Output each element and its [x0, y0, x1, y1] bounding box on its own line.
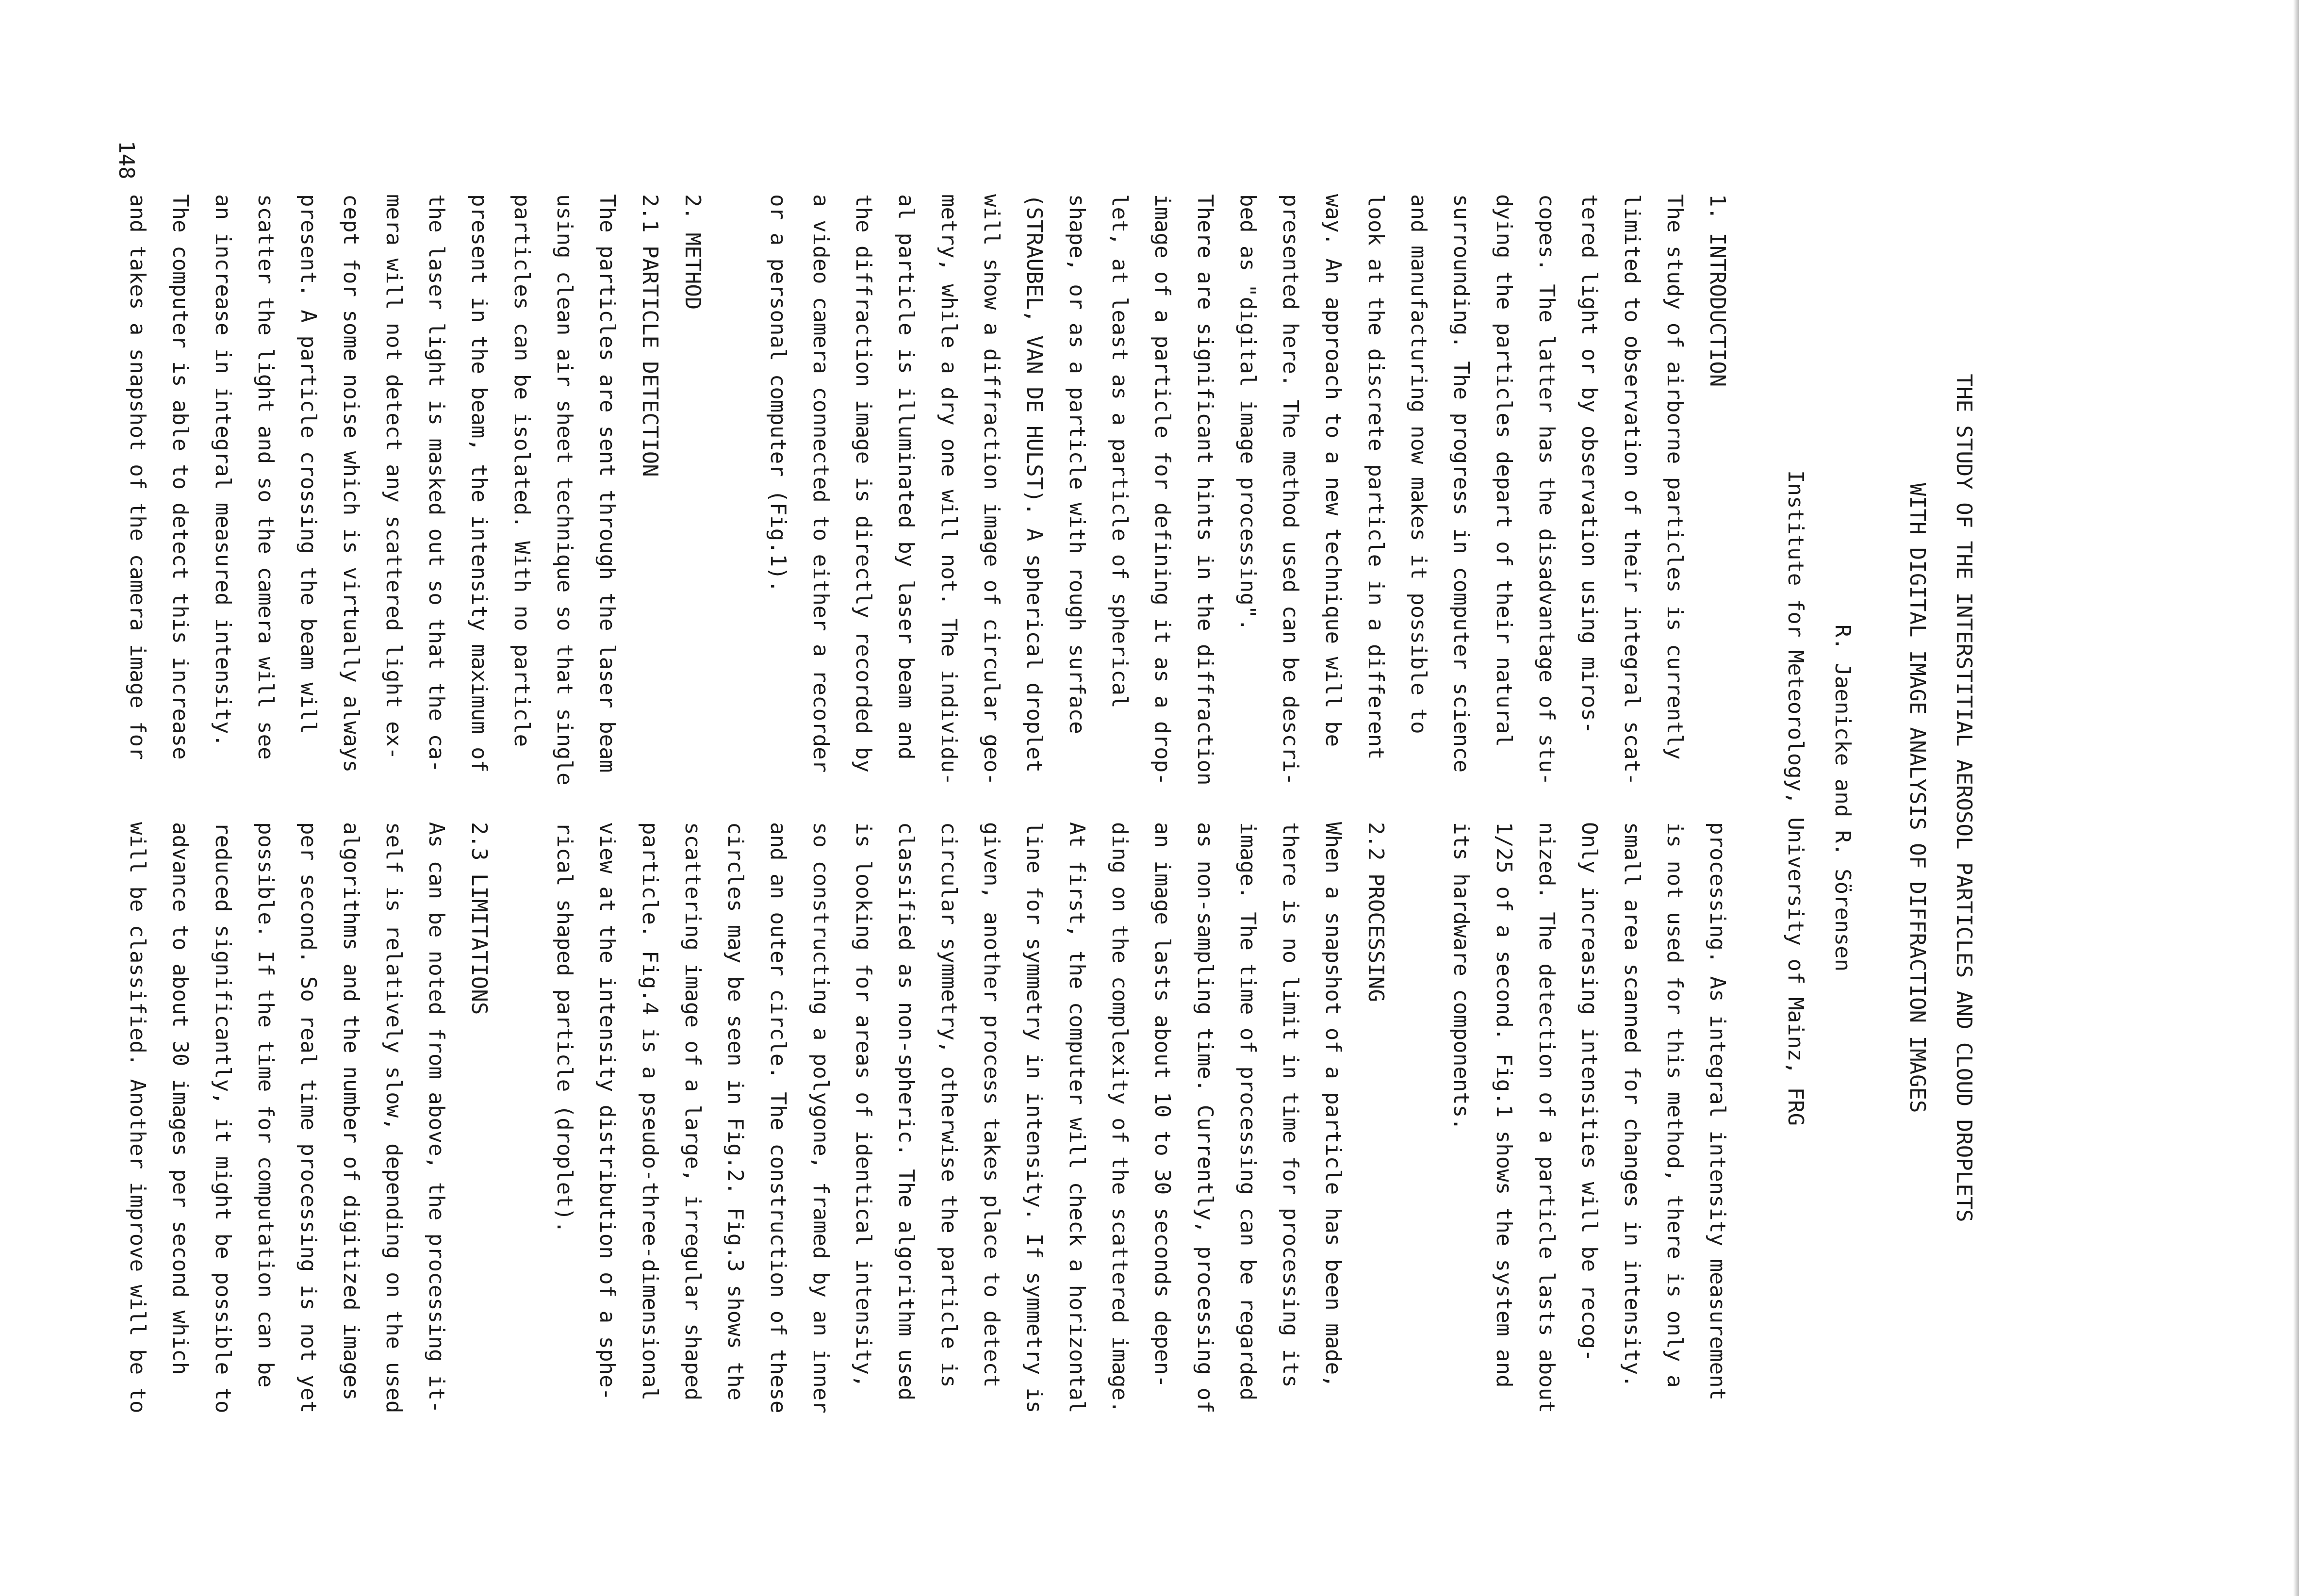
text-line: using clean air sheet technique so that single [552, 194, 577, 786]
text-line: bed as "digital image processing". [1235, 194, 1260, 631]
text-line: At first, the computer will check a horizontal [1065, 822, 1089, 1414]
text-line: given, another process takes place to detect [979, 822, 1004, 1388]
text-line: There are significant hints in the diffraction [1193, 194, 1217, 786]
text-line: let, at least as a particle of spherical [1107, 194, 1132, 708]
text-line: image of a particle for defining it as a drop- [1150, 194, 1175, 786]
paragraph-gap [1397, 822, 1440, 1317]
paper-title-line-1: THE STUDY OF THE INTERSTITIAL AEROSOL PARTICLES AND CLOUD DROPLETS [1952, 374, 1976, 1222]
text-line: The computer is able to detect this increase [168, 194, 193, 760]
page-number: 148 [114, 141, 139, 180]
text-line: and manufacturing now makes it possible to [1406, 194, 1431, 734]
text-line: particles can be isolated. With no particle [509, 194, 534, 747]
text-line: is not used for this method, there is only a [1662, 822, 1687, 1388]
text-line: mera will not detect any scattered light ex- [381, 194, 406, 760]
text-line: The particles are sent through the laser beam [595, 194, 620, 773]
left-column [116, 194, 1739, 786]
text-line: and takes a snapshot of the camera image for [125, 194, 150, 760]
text-line: as non-sampling time. Currently, processing of [1193, 822, 1217, 1414]
text-line: limited to observation of their integral scat- [1620, 194, 1644, 786]
text-line: small area scanned for changes in intensity. [1620, 822, 1644, 1388]
paragraph-gap [714, 194, 756, 689]
text-line: scatter the light and so the camera will see [253, 194, 278, 760]
text-line: 1/25 of a second. Fig.1 shows the system and [1492, 822, 1516, 1388]
text-line: line for symmetry in intensity. If symmetry is [1022, 822, 1047, 1414]
text-line: image. The time of processing can be regarded [1235, 822, 1260, 1401]
text-line: its hardware components. [1449, 822, 1474, 1131]
text-line: nized. The detection of a particle lasts about [1534, 822, 1559, 1414]
text-line: circular symmetry, otherwise the particle is [936, 822, 961, 1388]
text-line: classified as non-spheric. The algorithm used [894, 822, 919, 1401]
text-line: ding on the complexity of the scattered image. [1107, 822, 1132, 1414]
section-heading-introduction: 1. INTRODUCTION [1705, 194, 1730, 387]
text-line: will show a diffraction image of circular geo- [979, 194, 1004, 786]
text-line: cept for some noise which is virtually always [339, 194, 363, 773]
affiliation: Institute for Meteorology, University of Mainz, FRG [1783, 470, 1808, 1126]
paper-title-line-2: WITH DIGITAL IMAGE ANALYSIS OF DIFFRACTION IMAGES [1905, 483, 1930, 1113]
text-line: circles may be seen in Fig.2. Fig.3 shows the [723, 822, 748, 1401]
subsection-heading-processing: 2.2 PROCESSING [1363, 822, 1388, 1002]
right-column [116, 822, 1739, 1414]
text-line: the diffraction image is directly recorded by [851, 194, 876, 773]
text-line: As can be noted from above, the processing it- [424, 822, 449, 1414]
subsection-heading-particle-detection: 2.1 PARTICLE DETECTION [638, 194, 662, 477]
text-line: When a snapshot of a particle has been made, [1321, 822, 1346, 1388]
text-line: the laser light is masked out so that the ca- [424, 194, 449, 773]
text-line: shape, or as a particle with rough surface [1065, 194, 1089, 734]
text-line: reduced significantly, it might be possible to [211, 822, 235, 1414]
text-line: possible. If the time for computation can be [253, 822, 278, 1388]
text-line: so constructing a polygone, framed by an inner [808, 822, 833, 1414]
text-line: and an outer circle. The construction of these [766, 822, 790, 1414]
text-line: way. An approach to a new technique will be [1321, 194, 1346, 747]
scan-edge-shadow [2293, 0, 2299, 1596]
text-line: copes. The latter has the disadvantage of stu- [1534, 194, 1559, 786]
text-line: particle. Fig.4 is a pseudo-three-dimensional [638, 822, 662, 1401]
text-line: there is no limit in time for processing its [1278, 822, 1303, 1388]
text-line: rical shaped particle (droplet). [552, 822, 577, 1234]
text-line: advance to about 30 images per second which [168, 822, 193, 1375]
text-line: tered light or by observation using miros- [1577, 194, 1602, 734]
text-line: (STRAUBEL, VAN DE HULST). A spherical droplet [1022, 194, 1047, 773]
text-line: or a personal computer (Fig.1). [766, 194, 790, 593]
authors: R. Jaenicke and R. Sörensen [1830, 624, 1855, 972]
text-line: al particle is illuminated by laser beam and [894, 194, 919, 760]
text-line: self is relatively slow, depending on the used [381, 822, 406, 1414]
text-line: look at the discrete particle in a different [1363, 194, 1388, 760]
paragraph-gap [500, 822, 543, 1317]
subsection-heading-limitations: 2.3 LIMITATIONS [467, 822, 492, 1015]
text-line: is looking for areas of identical intensity, [851, 822, 876, 1388]
text-line: per second. So real time processing is not yet [296, 822, 321, 1414]
text-line: presented here. The method used can be descri- [1278, 194, 1303, 786]
text-line: surrounding. The progress in computer science [1449, 194, 1474, 773]
text-line: metry, while a dry one will not. The individu- [936, 194, 961, 786]
text-line: present. A particle crossing the beam will [296, 194, 321, 734]
text-line: view at the intensity distribution of a sphe- [595, 822, 620, 1401]
section-heading-method: 2. METHOD [680, 194, 705, 310]
text-line: algorithms and the number of digitized images [339, 822, 363, 1401]
text-line: will be classified. Another improve will be to [125, 822, 150, 1414]
text-line: present in the beam, the intensity maximum of [467, 194, 492, 773]
text-line: scattering image of a large, irregular shaped [680, 822, 705, 1401]
text-line: an image lasts about 10 to 30 seconds depen- [1150, 822, 1175, 1388]
text-line: The study of airborne particles is currently [1662, 194, 1687, 760]
text-line: processing. As integral intensity measurement [1705, 822, 1730, 1401]
text-line: dying the particles depart of their natural [1492, 194, 1516, 747]
text-line: a video camera connected to either a recorder [808, 194, 833, 773]
text-line: an increase in integral measured intensity. [211, 194, 235, 747]
text-line: Only increasing intensities will be recog- [1577, 822, 1602, 1362]
